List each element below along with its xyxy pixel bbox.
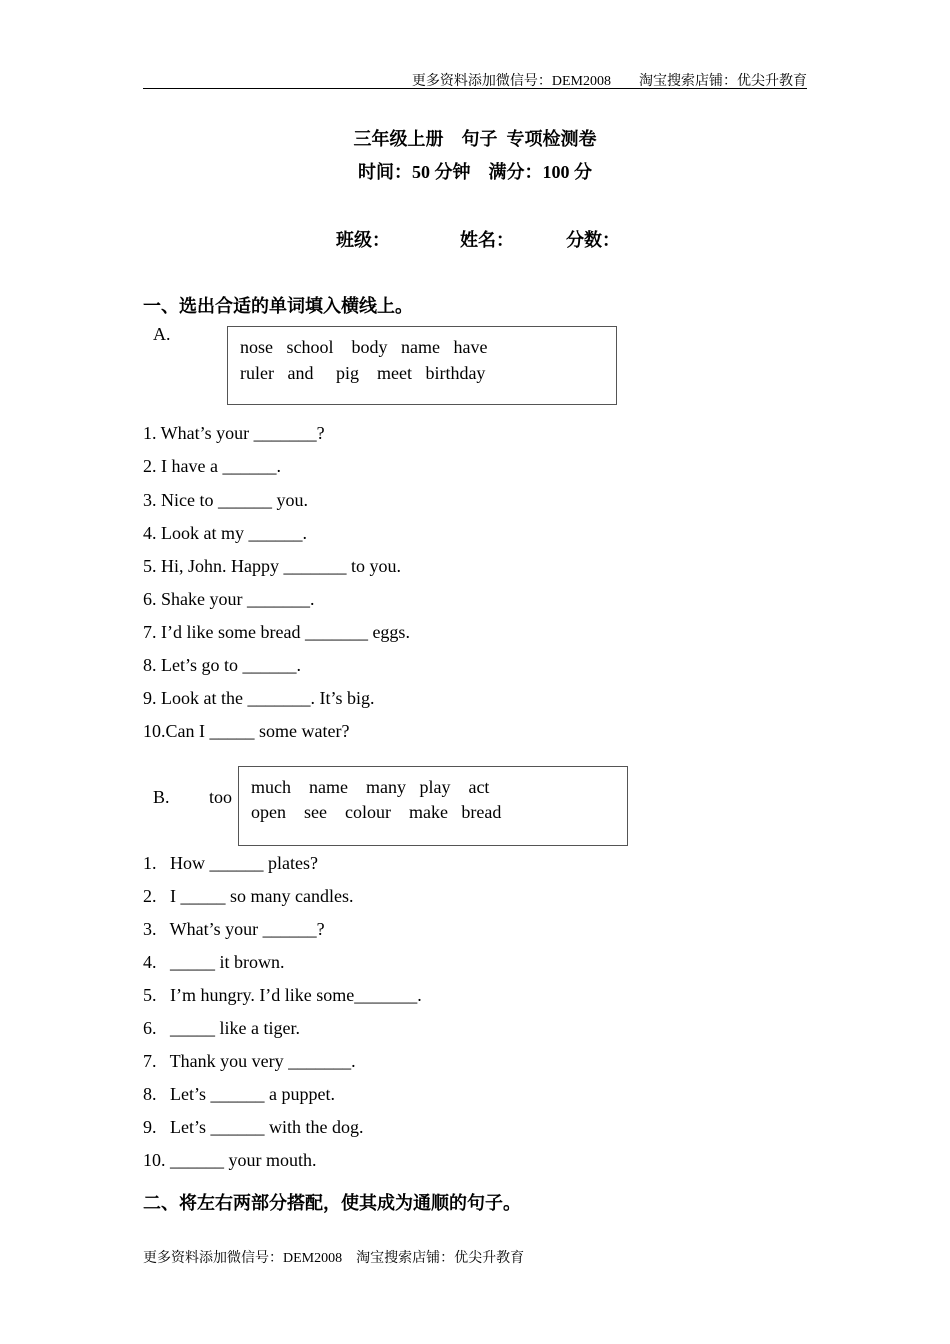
questionB-3: 3. What’s your ______? [143,919,325,939]
partA-words-row2: ruler and pig meet birthday [240,363,486,383]
questionB-2: 2. I _____ so many candles. [143,886,354,906]
exam-title: 三年级上册 句子 专项检测卷 [353,129,597,149]
questionB-8: 8. Let’s ______ a puppet. [143,1084,335,1104]
partA-label: A. [153,324,171,344]
questionA-2: 2. I have a ______. [143,456,281,476]
questionA-6: 6. Shake your _______. [143,589,315,609]
partB-words-row1: much name many play act [251,777,490,797]
name-label: 姓名： [460,230,514,250]
partB-label: B. [153,787,170,807]
section1-heading: 一、选出合适的单词填入横线上。 [143,296,413,316]
section2-heading: 二、将左右两部分搭配，使其成为通顺的句子。 [143,1193,521,1213]
class-label: 班级： [336,230,390,250]
exam-time-score: 时间：50 分钟 满分：100 分 [358,162,592,182]
score-label: 分数： [566,230,620,250]
questionB-9: 9. Let’s ______ with the dog. [143,1117,364,1137]
partB-words-row2: open see colour make bread [251,802,502,822]
header-rule [143,88,807,89]
questionA-9: 9. Look at the _______. It’s big. [143,688,375,708]
partB-extra-word: too [209,787,233,807]
page-footer: 更多资料添加微信号：DEM2008 淘宝搜索店铺：优尖升教育 [143,1251,525,1266]
questionB-1: 1. How ______ plates? [143,853,318,873]
questionA-3: 3. Nice to ______ you. [143,490,308,510]
questionA-10: 10.Can I _____ some water? [143,721,350,741]
partA-word-box [227,326,617,405]
questionB-5: 5. I’m hungry. I’d like some_______. [143,985,422,1005]
questionA-7: 7. I’d like some bread _______ eggs. [143,622,410,642]
questionA-5: 5. Hi, John. Happy _______ to you. [143,556,401,576]
questionA-4: 4. Look at my ______. [143,523,307,543]
questionB-10: 10. ______ your mouth. [143,1150,317,1170]
questionB-7: 7. Thank you very _______. [143,1051,356,1071]
questionB-6: 6. _____ like a tiger. [143,1018,300,1038]
questionA-1: 1. What’s your _______? [143,423,325,443]
questionB-4: 4. _____ it brown. [143,952,285,972]
page-header: 更多资料添加微信号：DEM2008 淘宝搜索店铺：优尖升教育 [411,74,807,89]
questionA-8: 8. Let’s go to ______. [143,655,301,675]
partB-word-box [238,766,628,846]
partA-words-row1: nose school body name have [240,337,488,357]
